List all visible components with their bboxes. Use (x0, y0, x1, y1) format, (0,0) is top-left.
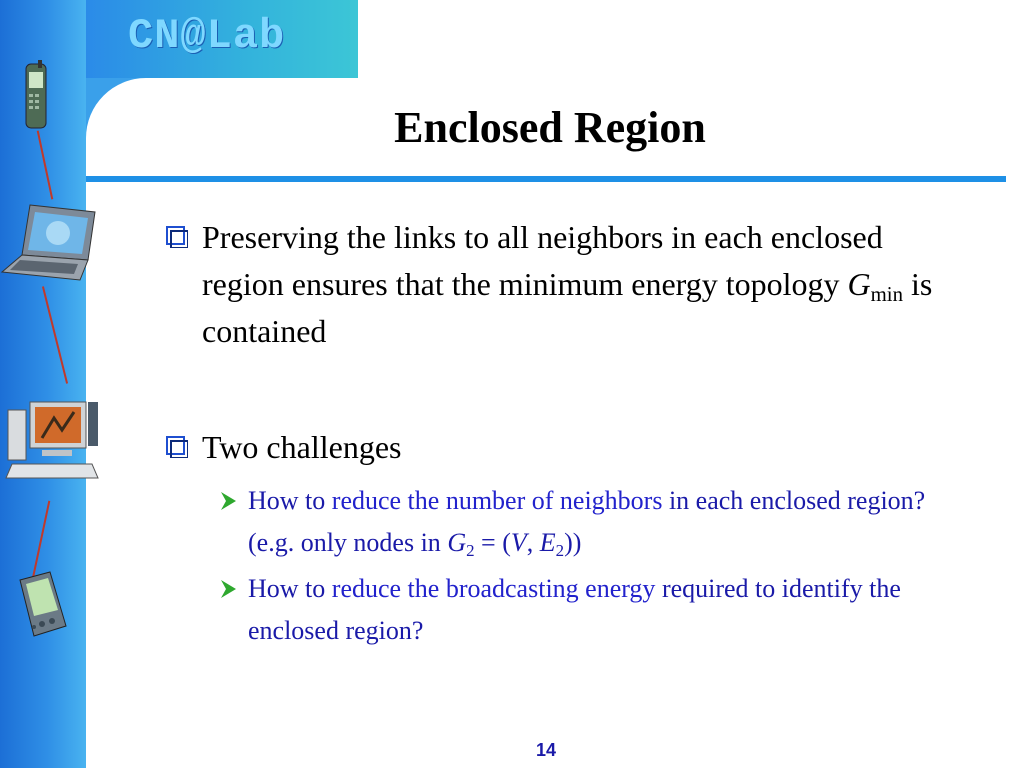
slide-title: Enclosed Region (394, 103, 706, 152)
bullet-item (166, 424, 946, 471)
sub-bullet-text: How to reduce the broadcasting energy required to identify the enclosed region? (248, 574, 901, 645)
sub-bullet-item (218, 568, 958, 652)
title-divider (86, 176, 1006, 182)
lab-logo: CN@Lab (128, 12, 286, 60)
checkbox-bullet-icon (166, 436, 188, 458)
pda-icon (12, 570, 72, 640)
sub-bullet-item (218, 480, 958, 564)
desktop-computer-icon (2, 398, 102, 483)
mobile-phone-icon (14, 60, 64, 135)
bullet-text: Preserving the links to all neighbors in each enclosed region ensures that the minimum energy topology $G_{min}$ is contained (202, 219, 933, 349)
bullet-item (166, 214, 946, 355)
sub-bullet-text: How to reduce the number of neighbors in each enclosed region? (e.g. only nodes in $G_2 = (V$, $E_2$)) (248, 486, 926, 561)
header-corner (86, 78, 166, 178)
laptop-icon (0, 200, 100, 285)
checkbox-bullet-icon (166, 226, 188, 248)
arrow-bullet-icon (218, 578, 238, 600)
arrow-bullet-icon (218, 490, 238, 512)
page-number: 14 (536, 740, 557, 760)
bullet-text: Two challenges (202, 429, 402, 465)
